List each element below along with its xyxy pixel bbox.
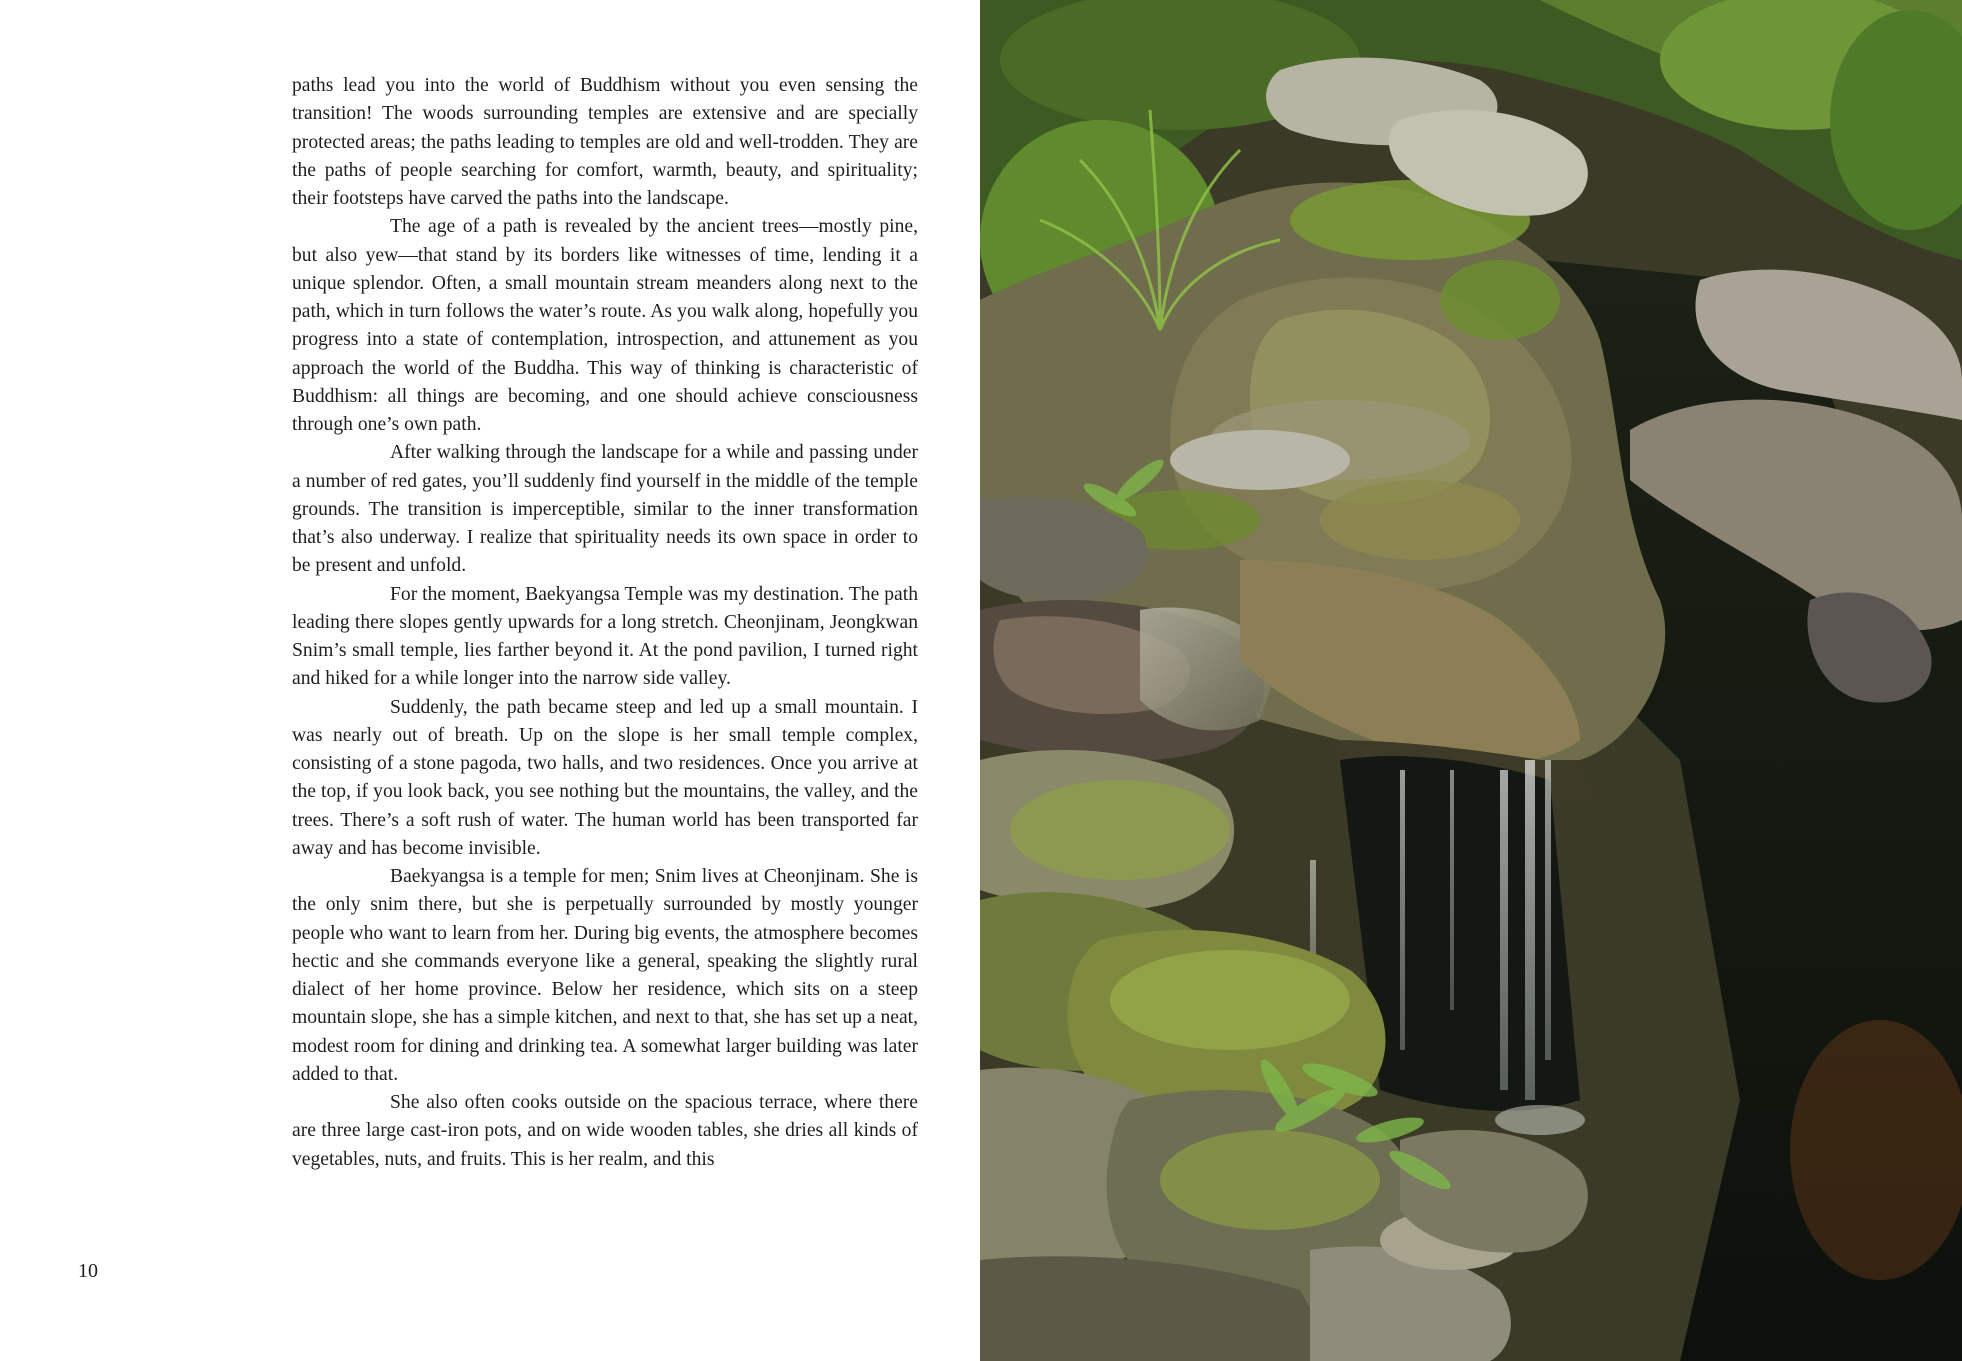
paragraph: The age of a path is revealed by the ancient trees—mostly pine, but also yew—that stand by its borders like witnesses of time, lending it a unique splendor. Often, a small mountain stream meanders along next to the path, which in turn follows the water’s route. As you walk along, hopefully you progress into a state of contemplation, introspection, and attunement as you approach the world of the Buddha. This way of thinking is characteristic of Buddhism: all things are becoming, and one should achieve consciousness through one’s own path. <box>292 216 918 435</box>
waterfall-photo <box>980 0 1962 1361</box>
paragraph: Suddenly, the path became steep and led up a small mountain. I was nearly out of breath. Up on the slope is her small temple complex, consisting of a stone pagoda, two halls, and two residences. Once you arrive at the top, if you look back, you see nothing but the mountains, the valley, and the trees. There’s a soft rush of water. The human world has been transported far away and has become invisible. <box>292 696 918 859</box>
body-text <box>292 72 918 1174</box>
paragraph: paths lead you into the world of Buddhism without you even sensing the transition! The woods surrounding temples are extensive and are specially protected areas; the paths leading to temples are old and well-trodden. They are the paths of people searching for comfort, warmth, beauty, and spirituality; their footsteps have carved the paths into the landscape. <box>292 75 918 209</box>
text-page <box>0 0 980 1361</box>
paragraph: She also often cooks outside on the spacious terrace, where there are three large cast-iron pots, and on wide wooden tables, she dries all kinds of vegetables, nuts, and fruits. This is her realm, and this <box>292 1092 918 1170</box>
paragraph: After walking through the landscape for a while and passing under a number of red gates, you’ll suddenly find yourself in the middle of the temple grounds. The transition is imperceptible, similar to the inner transformation that’s also underway. I realize that spirituality needs its own space in order to be present and unfold. <box>292 442 918 577</box>
paragraph: For the moment, Baekyangsa Temple was my destination. The path leading there slopes gently upwards for a long stretch. Cheonjinam, Jeongkwan Snim’s small temple, lies farther beyond it. At the pond pavilion, I turned right and hiked for a while longer into the narrow side valley. <box>292 583 918 690</box>
paragraph: Baekyangsa is a temple for men; Snim lives at Cheonjinam. She is the only snim there, but she is perpetually surrounded by mostly younger people who want to learn from her. During big events, the atmosphere becomes hectic and she commands everyone like a general, speaking the slightly rural dialect of her home province. Below her residence, which sits on a steep mountain slope, she has a simple kitchen, and next to that, she has set up a neat, modest room for dining and drinking tea. A somewhat larger building was later added to that. <box>292 866 918 1085</box>
page-number: 10 <box>78 1260 98 1282</box>
